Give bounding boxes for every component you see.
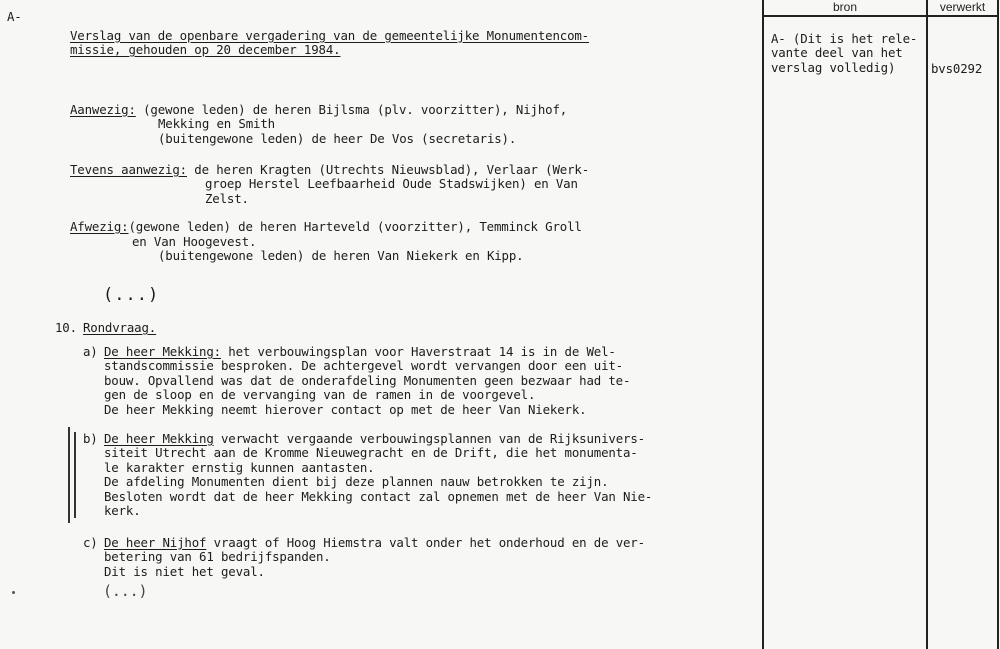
afwezig-line2: en Van Hoogevest. bbox=[132, 234, 257, 249]
item-c-line2: betering van 61 bedrijfspanden. bbox=[104, 549, 331, 564]
column-divider-left bbox=[762, 0, 764, 649]
item-b-text: verwacht vergaande verbouwingsplannen van de Rijksunivers- bbox=[213, 431, 645, 446]
afwezig-line1 bbox=[70, 220, 582, 235]
aanwezig-line1 bbox=[70, 103, 567, 118]
header-rule bbox=[762, 15, 998, 17]
item-b-speaker: De heer Mekking bbox=[104, 431, 214, 446]
report-title-line2: missie, gehouden op 20 december 1984. bbox=[70, 42, 341, 57]
report-title-line1: Verslag van de openbare vergadering van de gemeentelijke Monumentencom- bbox=[70, 28, 589, 43]
stray-dot bbox=[12, 591, 15, 594]
item-b-line2: siteit Utrecht aan de Kromme Nieuwegracht en de Drift, die het monumenta- bbox=[104, 445, 638, 460]
bron-note-line3: verslag volledig) bbox=[771, 60, 896, 75]
omission-marker: (...) bbox=[103, 285, 160, 305]
verwerkt-code: bvs0292 bbox=[931, 61, 983, 76]
item-a-speaker: De heer Mekking: bbox=[104, 344, 221, 359]
tevens-line2: groep Herstel Leefbaarheid Oude Stadswijken) en Van bbox=[205, 176, 578, 191]
item-c-text: vraagt of Hoog Hiemstra valt onder het onderhoud en de ver- bbox=[206, 535, 645, 550]
tevens-line3: Zelst. bbox=[205, 191, 249, 206]
omission-marker-2: (...) bbox=[103, 582, 148, 600]
bron-note-line1: A- (Dit is het rele- bbox=[771, 31, 918, 46]
item-a-line2: standscommissie besproken. De achtergevel wordt vervangen door een uit- bbox=[104, 358, 623, 373]
item-b-line6: kerk. bbox=[104, 503, 141, 518]
aanwezig-text: (gewone leden) de heren Bijlsma (plv. voorzitter), Nijhof, bbox=[135, 102, 568, 117]
bron-note-line2: vante deel van het bbox=[771, 45, 903, 60]
item-b-line4: De afdeling Monumenten dient bij deze plannen nauw betrokken te zijn. bbox=[104, 474, 609, 489]
item-c-letter: c) bbox=[83, 535, 98, 550]
item-a-line5: De heer Mekking neemt hierover contact op met de heer Van Niekerk. bbox=[104, 402, 587, 417]
aanwezig-line2: Mekking en Smith bbox=[158, 116, 275, 131]
item-a-letter: a) bbox=[83, 344, 98, 359]
margin-bar-inner bbox=[74, 432, 76, 518]
item-a-line3: bouw. Opvallend was dat de onderafdeling Monumenten geen bezwaar had te- bbox=[104, 373, 631, 388]
header-verwerkt: verwerkt bbox=[939, 0, 986, 14]
item-b-line3: le karakter ernstig kunnen aantasten. bbox=[104, 460, 375, 475]
section-title: Rondvraag. bbox=[83, 320, 157, 335]
item-a-line4: gen de sloop en de vervanging van de ramen in de voorgevel. bbox=[104, 387, 536, 402]
section-number: 10. bbox=[55, 320, 77, 335]
column-divider-middle bbox=[926, 0, 928, 649]
item-b-letter: b) bbox=[83, 431, 98, 446]
page-marker: A- bbox=[7, 9, 22, 24]
aanwezig-line3: (buitengewone leden) de heer De Vos (secretaris). bbox=[158, 131, 517, 146]
header-bron: bron bbox=[832, 0, 858, 14]
afwezig-label: Afwezig: bbox=[70, 219, 129, 234]
item-b-line5: Besloten wordt dat de heer Mekking contact zal opnemen met de heer Van Nie- bbox=[104, 489, 653, 504]
margin-bar-outer bbox=[68, 427, 70, 523]
column-divider-right bbox=[997, 0, 999, 649]
afwezig-line3: (buitengewone leden) de heren Van Niekerk en Kipp. bbox=[158, 248, 524, 263]
aanwezig-label: Aanwezig: bbox=[70, 102, 136, 117]
tevens-label: Tevens aanwezig: bbox=[70, 162, 187, 177]
afwezig-text: (gewone leden) de heren Harteveld (voorzitter), Temminck Groll bbox=[128, 219, 582, 234]
item-a-text: het verbouwingsplan voor Haverstraat 14 is in de Wel- bbox=[220, 344, 616, 359]
item-c-line3: Dit is niet het geval. bbox=[104, 564, 265, 579]
item-c-speaker: De heer Nijhof bbox=[104, 535, 207, 550]
tevens-text: de heren Kragten (Utrechts Nieuwsblad), Verlaar (Werk- bbox=[186, 162, 590, 177]
